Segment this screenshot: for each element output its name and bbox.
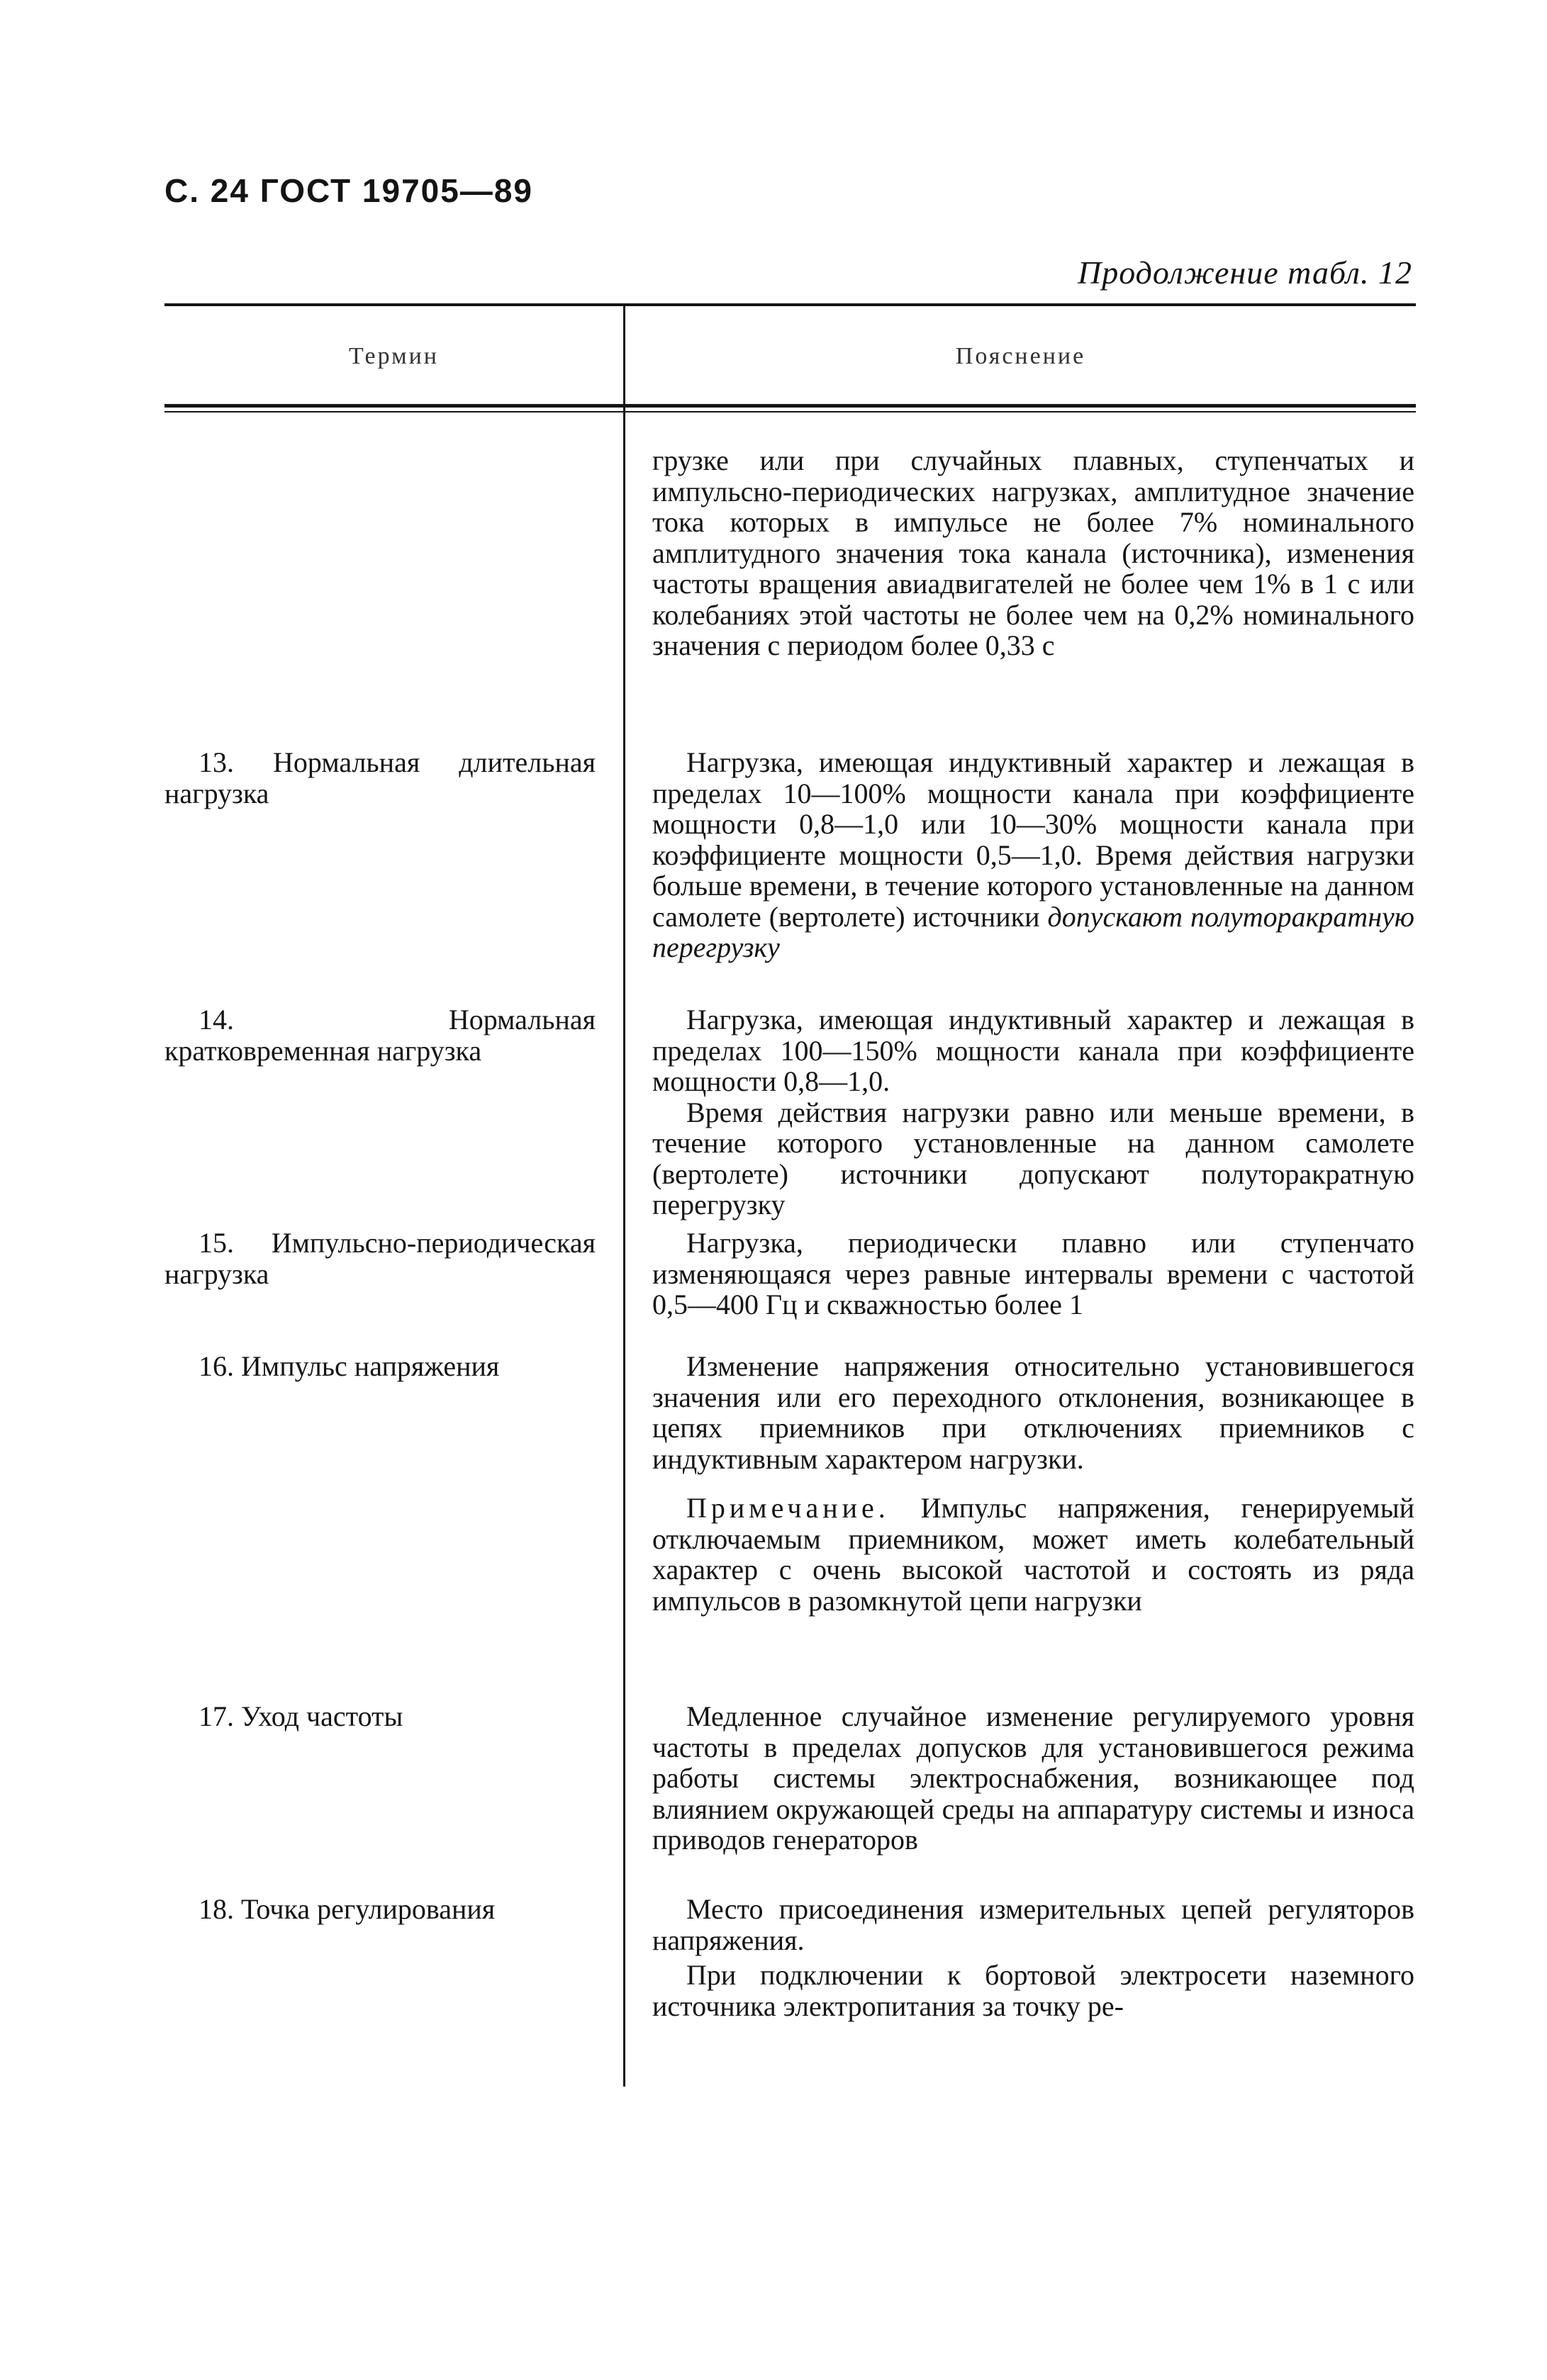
term-18: 18. Точка регулирования	[199, 1893, 496, 1925]
explanation-italic-text: допускают полуторакратную перегрузку	[652, 900, 1414, 963]
note	[652, 1493, 1414, 1616]
note-text: Импульс напряжения, генерируемый отключаемым приемником, может иметь колебательный характер с очень высокой частотой и состоять из ряда импульсов в разомкнутой цепи нагрузки	[652, 1492, 1415, 1617]
explanation-text: Нагрузка, имеющая индуктивный характер и лежащая в пределах 10—100% мощности канала при коэффициенте мощности 0,8—1,0 или 10—30% мощности канала при коэффициенте мощности 0,5—1,0. Время действия нагрузки больше времени, в течение которого установленные на данном самолете (вертолете) источники	[652, 746, 1414, 933]
note-label: Примечание.	[686, 1492, 890, 1524]
explanation-text-2: При подключении к бортовой электросети наземного источника электропитания за точку ре-	[652, 1959, 1414, 2022]
page-header: С. 24 ГОСТ 19705—89	[164, 172, 534, 209]
explanation-text: Изменение напряжения относительно установившегося значения или его переходного отклонения, возникающее в цепях приемников при отключениях приемников с индуктивным характером нагрузки.	[652, 1350, 1414, 1475]
explanation-13	[652, 747, 1414, 963]
column-header-term: Термин	[349, 343, 439, 369]
column-header-explanation: Пояснение	[955, 343, 1086, 369]
term-14: 14. Нормальная кратковременная нагрузка	[164, 1004, 596, 1067]
explanation-14	[652, 1004, 1414, 1220]
column-divider	[623, 306, 625, 2087]
table-header-rule-secondary	[164, 411, 1416, 412]
explanation-18	[652, 1894, 1414, 2021]
term-16: 16. Импульс напряжения	[199, 1350, 500, 1382]
explanation-17: Медленное случайное изменение регулируемого уровня частоты в пределах допусков для установившегося режима работы системы электроснабжения, возникающее под влиянием окружающей среды на аппаратуру системы и износа приводов генераторов	[652, 1700, 1414, 1856]
explanation-text-2: Время действия нагрузки равно или меньше времени, в течение которого установленные на данном самолете (вертолете) источники допускают полуторакратную перегрузку	[652, 1096, 1414, 1220]
table-continuation-label: Продолжение табл. 12	[1078, 254, 1412, 291]
term-13: 13. Нормальная длительная нагрузка	[164, 746, 596, 809]
explanation-15: Нагрузка, периодически плавно или ступенчато изменяющаяся через равные интервалы времени с частотой 0,5—400 Гц и скважностью более 1	[652, 1227, 1414, 1320]
table-header-rule	[164, 404, 1416, 408]
table-top-rule	[164, 303, 1416, 306]
term-17: 17. Уход частоты	[199, 1700, 403, 1732]
table-row-continued-explanation	[652, 445, 1414, 661]
explanation-text: Место присоединения измерительных цепей регуляторов напряжения.	[652, 1893, 1414, 1956]
explanation-16	[652, 1351, 1414, 1616]
term-15: 15. Импульсно-периодическая нагрузка	[164, 1227, 596, 1290]
explanation-text: грузке или при случайных плавных, ступенчатых и импульсно-периодических нагрузках, амплитудное значение тока которых в импульсе не более 7% номинального амплитудного значения тока канала (источника), изменения частоты вращения авиадвигателей не более чем 1% в 1 с или колебаниях этой частоты не более чем на 0,2% номинального значения с периодом более 0,33 с	[652, 444, 1414, 661]
explanation-text: Нагрузка, имеющая индуктивный характер и лежащая в пределах 100—150% мощности канала при коэффициенте мощности 0,8—1,0.	[652, 1004, 1414, 1097]
